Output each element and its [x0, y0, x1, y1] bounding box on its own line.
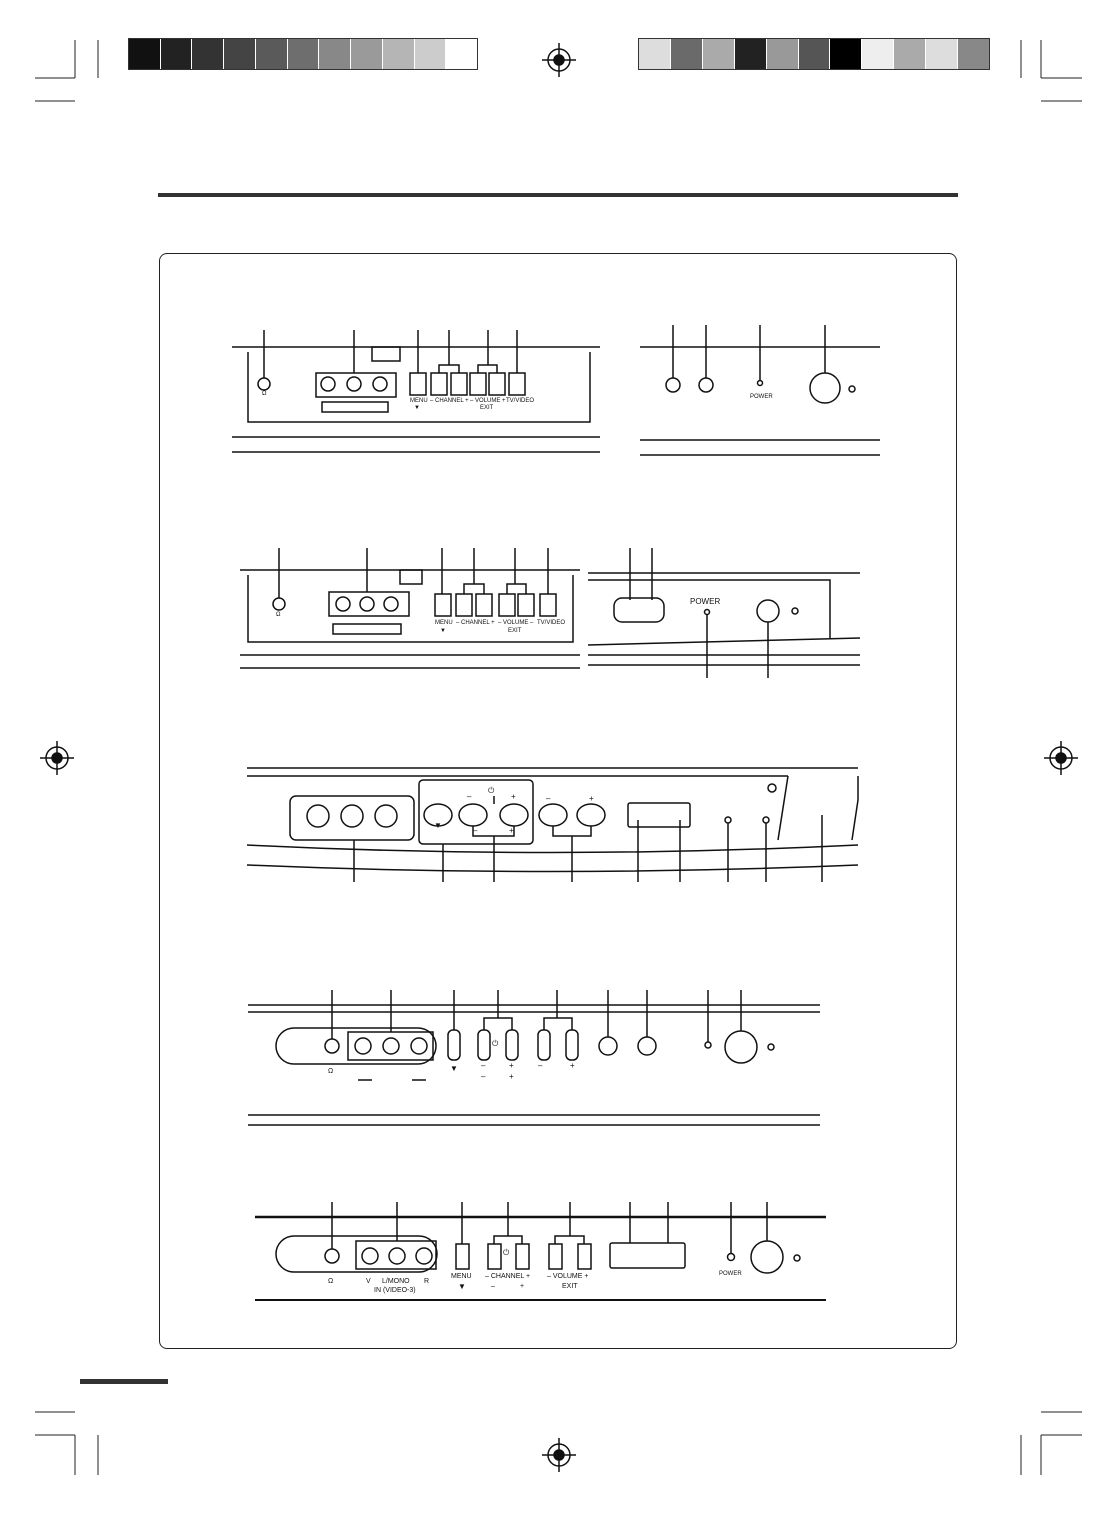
headphone-icon: Ω: [276, 612, 281, 618]
fig4-vol-minus: –: [538, 1061, 543, 1070]
fig1-volume-label: – VOLUME +: [470, 398, 506, 404]
fig1-menu-label: MENU: [410, 398, 428, 404]
fig1-channel-label: – CHANNEL +: [430, 398, 469, 404]
page-tab-bar: [80, 1379, 168, 1384]
headphone-icon: Ω: [262, 391, 267, 397]
fig2-exit-label: EXIT: [508, 628, 522, 634]
fig5-lmono-label: L/MONO: [382, 1278, 410, 1285]
fig3-vol-minus: –: [546, 794, 551, 803]
fig5-v-label: V: [366, 1278, 371, 1285]
power-icon: ⏻: [488, 786, 495, 795]
fig1-power-label: POWER: [750, 394, 773, 400]
fig5-exit-label: EXIT: [562, 1283, 578, 1290]
fig4-ch-plus: +: [509, 1061, 514, 1070]
fig5-input-label: IN (VIDEO-3): [374, 1287, 416, 1294]
fig5-ch-sub-plus: +: [520, 1283, 525, 1290]
fig1-tvvideo-label: TV/VIDEO: [506, 398, 535, 404]
fig3-ch-plus-2: +: [509, 826, 514, 835]
power-icon: ⏻: [503, 1248, 510, 1257]
fig2-tvvideo-label: TV/VIDEO: [537, 620, 566, 626]
fig3-ch-plus: +: [511, 792, 516, 801]
headphone-icon: Ω: [328, 1278, 334, 1285]
fig5-menu-arrow: ▼: [458, 1282, 466, 1291]
headphone-icon: Ω: [328, 1068, 334, 1075]
fig5-r-label: R: [424, 1278, 430, 1285]
fig2-channel-label: – CHANNEL +: [456, 620, 495, 626]
fig2-menu-label: MENU: [435, 620, 453, 626]
fig5-ch-sub-minus: –: [491, 1283, 495, 1290]
fig1-menu-arrow: ▼: [414, 405, 420, 411]
fig4-vol-plus: +: [570, 1061, 575, 1070]
fig5-channel-label: – CHANNEL +: [485, 1273, 531, 1280]
fig2-power-label: POWER: [690, 597, 721, 606]
power-icon: ⏻: [492, 1039, 499, 1048]
fig4-ch-plus-2: +: [509, 1072, 514, 1081]
fig3-ch-minus: –: [467, 792, 472, 801]
fig5-power-label: POWER: [719, 1271, 742, 1277]
fig4-menu-arrow: ▼: [450, 1064, 458, 1073]
fig3-vol-plus: +: [589, 794, 594, 803]
fig3-menu-arrow: ▼: [434, 821, 442, 830]
fig1-exit-label: EXIT: [480, 405, 494, 411]
fig4-ch-minus: –: [481, 1061, 486, 1070]
fig5-volume-label: – VOLUME +: [547, 1273, 589, 1280]
fig5-menu-label: MENU: [451, 1273, 472, 1280]
fig3-ch-minus-2: –: [473, 826, 478, 835]
fig4-ch-minus-2: –: [481, 1072, 486, 1081]
fig2-menu-arrow: ▼: [440, 628, 446, 634]
fig2-volume-label: – VOLUME –: [498, 620, 534, 626]
